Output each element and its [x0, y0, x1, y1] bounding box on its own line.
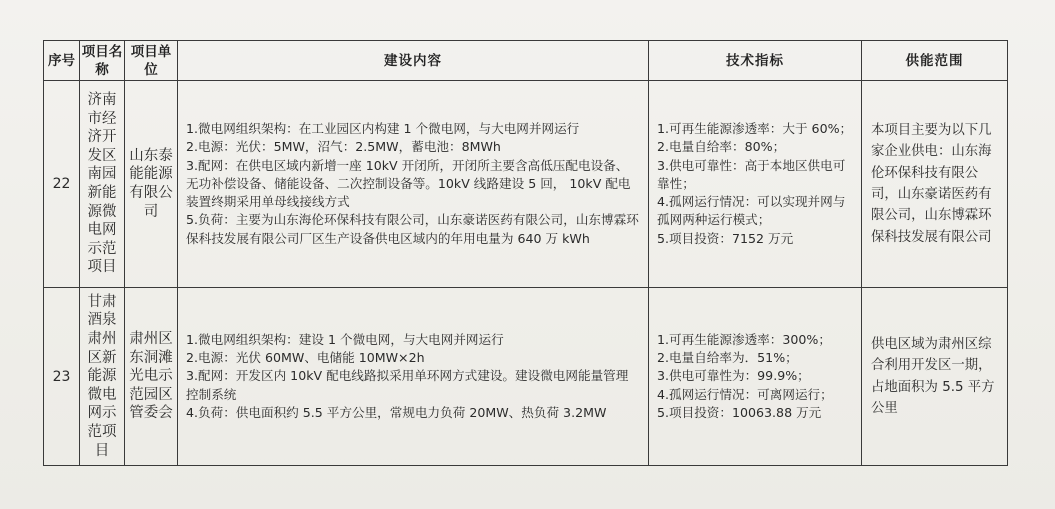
header-seq: 序号 [44, 41, 80, 81]
tech-item: 2.电量自给率为．51%； [657, 350, 798, 366]
table-row [44, 288, 1008, 466]
row-tech [649, 81, 862, 288]
row-seq: 23 [44, 288, 80, 466]
content-item: 3.配网：开发区内 10kV 配电线路拟采用单环网方式建设。建设微电网能量管理控制系统 [186, 368, 629, 402]
row-seq: 22 [44, 81, 80, 288]
row-scope: 供电区域为肃州区综合利用开发区一期，占地面积为 5.5 平方公里 [862, 288, 1008, 466]
header-project-unit: 项目单位 [125, 41, 178, 81]
content-item: 4.负荷：供电面积约 5.5 平方公里，常规电力负荷 20MW、热负荷 3.2MW [186, 404, 607, 420]
header-tech: 技术指标 [649, 41, 862, 81]
tech-item: 5.项目投资：7152 万元 [657, 230, 794, 246]
tech-item: 1.可再生能源渗透率：大于 60%； [657, 120, 853, 136]
content-item: 1.微电网组织架构：建设 1 个微电网，与大电网并网运行 [186, 331, 504, 347]
content-item: 1.微电网组织架构：在工业园区内构建 1 个微电网，与大电网并网运行 [186, 120, 580, 136]
table-header-row [44, 41, 1008, 81]
tech-item: 3.供电可靠性为：99.9%； [657, 368, 810, 384]
tech-item: 4.孤网运行情况：可离网运行； [657, 386, 833, 402]
tech-item: 3.供电可靠性：高于本地区供电可靠性； [657, 157, 846, 191]
row-project-unit: 山东泰能能源有限公司 [125, 81, 178, 288]
row-content [178, 81, 649, 288]
row-tech [649, 288, 862, 466]
header-content: 建设内容 [178, 41, 649, 81]
tech-item: 2.电量自给率：80%； [657, 139, 786, 155]
header-scope: 供能范围 [862, 41, 1008, 81]
content-item: 2.电源：光伏：5MW，沼气：2.5MW，蓄电池：8MWh [186, 139, 501, 155]
content-item: 3.配网：在供电区域内新增一座 10kV 开闭所，开闭所主要含高低压配电设备、无功补偿设备、储能设备、二次控制设备等。10kV 线路建设 5 回， 10kV 配电装置终期采用单母线接线方式 [186, 157, 631, 210]
row-scope: 本项目主要为以下几家企业供电：山东海伦环保科技有限公司，山东豪诺医药有限公司，山东博霖环保科技发展有限公司 [862, 81, 1008, 288]
row-project-name: 济南市经济开发区南园新能源微电网示范项目 [80, 81, 125, 288]
tech-item: 4.孤网运行情况：可以实现并网与孤网两种运行模式； [657, 194, 846, 228]
project-table [43, 40, 1008, 466]
table-row [44, 81, 1008, 288]
tech-item: 5.项目投资：10063.88 万元 [657, 404, 822, 420]
tech-item: 1.可再生能源渗透率：300%； [657, 331, 831, 347]
row-project-unit: 肃州区东洞滩光电示范园区管委会 [125, 288, 178, 466]
row-project-name: 甘肃酒泉肃州区新能源微电网示范项目 [80, 288, 125, 466]
header-project-name: 项目名称 [80, 41, 125, 81]
content-item: 2.电源：光伏 60MW、电储能 10MW×2h [186, 350, 425, 366]
content-item: 5.负荷：主要为山东海伦环保科技有限公司，山东豪诺医药有限公司，山东博霖环保科技发展有限公司厂区生产设备供电区域内的年用电量为 640 万 kWh [186, 212, 639, 246]
row-content [178, 288, 649, 466]
